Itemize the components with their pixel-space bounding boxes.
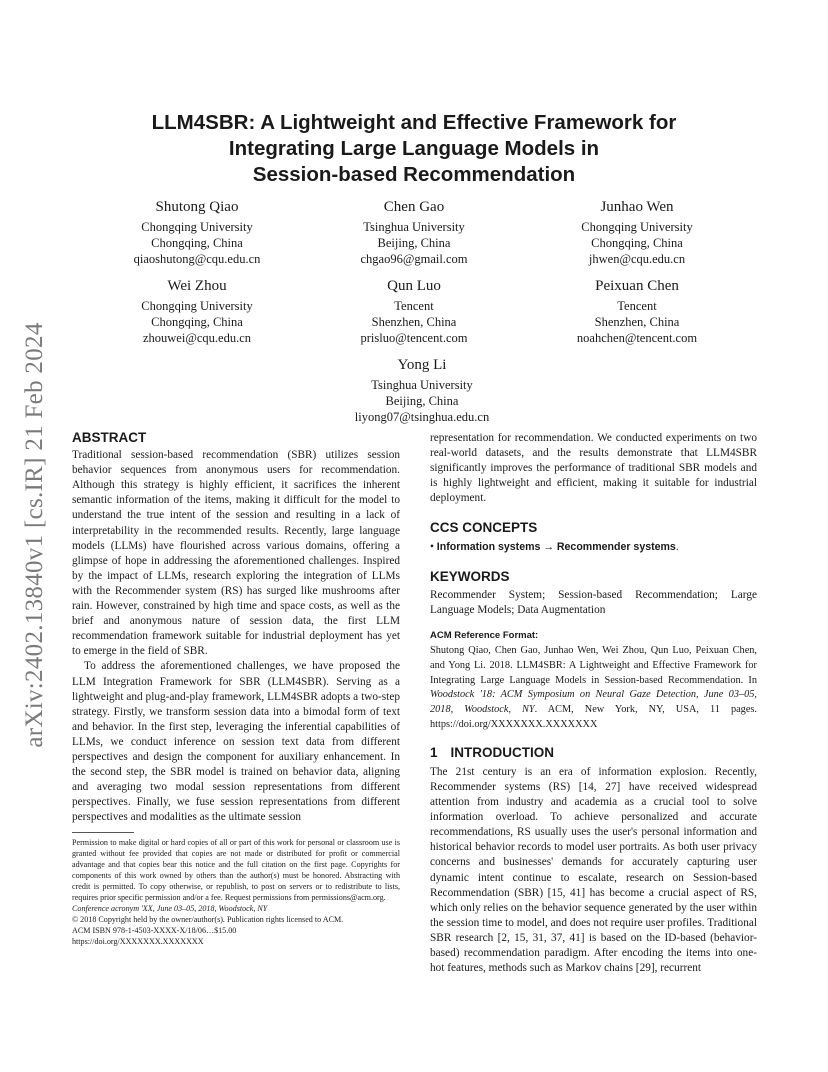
author-location: Shenzhen, China [594, 315, 680, 329]
abstract-paragraph: To address the aforementioned challenges, we have proposed the LLM Integration Framework for SBR (LLM4SBR). Serving as a lightweight and plug-and-play framework, LLM4SBR adopts a two-step strategy. Firstly, we transform session data into a bimodal form of text and behavior. In the first step, leveraging the inferential capabilities of LLMs, we conduct inference on session text data from different perspectives and design the component for auxiliary enhancement. In the second step, the SBR model is trained on behavior data, aligning and averaging two modal session representations from different perspectives. Finally, we fuse session representations from different perspectives and modalities as the ultimate session [72, 660, 400, 824]
author-affiliation: Chongqing University [581, 220, 693, 234]
author-block [507, 276, 767, 346]
author-email: liyong07@tsinghua.edu.cn [354, 410, 490, 424]
author-email: noahchen@tencent.com [576, 331, 698, 345]
left-column [72, 430, 400, 825]
author-block [507, 197, 767, 267]
author-location: Beijing, China [385, 394, 459, 408]
conference-info: Conference acronym 'XX, June 03–05, 2018, Woodstock, NY [72, 904, 268, 913]
intro-heading: 1 INTRODUCTION [430, 744, 555, 760]
author-affiliation: Chongqing University [141, 299, 253, 313]
footnote-rule [72, 832, 134, 833]
author-affiliation: Tsinghua University [363, 220, 465, 234]
title-line: Integrating Large Language Models in [228, 137, 600, 160]
author-location: Shenzhen, China [371, 315, 457, 329]
permission-block [72, 837, 400, 947]
author-email: prisluo@tencent.com [360, 331, 468, 345]
ccs-concepts: • Information systems → Recommender systems. [430, 540, 679, 553]
author-name: Wei Zhou [167, 278, 227, 294]
keywords-text: Recommender System; Session-based Recommendation; Large Language Models; Data Augmentation [430, 588, 757, 616]
acm-ref-heading: ACM Reference Format: [430, 629, 539, 641]
author-name: Junhao Wen [600, 199, 674, 215]
arxiv-identifier-text: arXiv:2402.13840v1 [cs.IR] 21 Feb 2024 [21, 322, 48, 748]
author-location: Chongqing, China [151, 315, 243, 329]
right-column [430, 431, 757, 976]
author-name: Peixuan Chen [595, 278, 679, 294]
author-location: Chongqing, China [151, 236, 243, 250]
paper-title [110, 110, 718, 188]
author-email: qiaoshutong@cqu.edu.cn [133, 252, 261, 266]
abstract-continuation: representation for recommendation. We conducted experiments on two real-world datasets, and the results demonstrate that LLM4SBR significantly improves the performance of traditional SBR models and is highly lightweight and efficient, making it suitable for industrial deployment. [430, 432, 757, 505]
author-name: Qun Luo [387, 278, 441, 294]
author-name: Yong Li [397, 357, 447, 373]
acm-reference: Shutong Qiao, Chen Gao, Junhao Wen, Wei Zhou, Qun Luo, Peixuan Chen, and Yong Li. 2018. LLM4SBR: A Lightweight and Effective Framework for Integrating Large Language Models in Session-based Recommendation. In Woodstock '18: ACM Symposium on Neural Gaze Detection, June 03–05, 2018, Woodstock, NY. ACM, New York, NY, USA, 11 pages. https://doi.org/XXXXXXX.XXXXXXX [430, 645, 757, 731]
copyright-notice: © 2018 Copyright held by the owner/author(s). Publication rights licensed to ACM. [72, 915, 344, 924]
intro-paragraph: The 21st century is an era of information explosion. Recently, Recommender systems (RS) [14, 27] have received widespread attention from industry and academia as a crucial tool to solve information overload. To achieve personalized and accurate recommendations, RS usually uses the user's personal information and historical behavior records to model user portraits. As both user privacy concerns and businesses' demands for accurately capturing user dynamic intent continue to escalate, research on Session-based Recommendation (SBR) [15, 41] has become a crucial aspect of RS, which only relies on the behavior sequence generated by the user within the session time to model, and does not require user profiles. Traditional SBR research [2, 15, 31, 37, 41] is based on the ID-based (behavior-based) recommendation paradigm. After encoding the items into one-hot features, methods such as Markov chains [29], recurrent [430, 765, 757, 975]
author-block [284, 276, 544, 346]
author-affiliation: Tencent [617, 299, 657, 313]
keywords-heading: KEYWORDS [430, 568, 510, 584]
author-affiliation: Chongqing University [141, 220, 253, 234]
author-block [284, 197, 544, 267]
author-location: Chongqing, China [591, 236, 683, 250]
author-email: jhwen@cqu.edu.cn [588, 252, 686, 266]
author-location: Beijing, China [377, 236, 451, 250]
isbn: ACM ISBN 978-1-4503-XXXX-X/18/06…$15.00 [72, 926, 237, 935]
author-name: Shutong Qiao [155, 199, 239, 215]
permission-text: Permission to make digital or hard copies of all or part of this work for personal or classroom use is granted without fee provided that copies are not made or distributed for profit or commercial advantage and that copies bear this notice and the full citation on the first page. Copyrights for components of this work owned by others than the author(s) must be honored. Abstracting with credit is permitted. To copy otherwise, or republish, to post on servers or to redistribute to lists, requires prior specific permission and/or a fee. Request permissions from permissions@acm.org. [72, 838, 400, 902]
ccs-heading: CCS CONCEPTS [430, 520, 538, 536]
doi: https://doi.org/XXXXXXX.XXXXXXX [72, 937, 204, 946]
author-name: Chen Gao [383, 199, 445, 215]
author-email: zhouwei@cqu.edu.cn [142, 331, 251, 345]
abstract-heading: ABSTRACT [72, 430, 147, 445]
author-affiliation: Tencent [394, 299, 434, 313]
author-email: chgao96@gmail.com [360, 252, 468, 266]
bullet: • [430, 540, 434, 553]
ccs-concept: Information systems → Recommender systems [436, 540, 676, 553]
title-line: Session-based Recommendation [252, 163, 576, 186]
title-line: LLM4SBR: A Lightweight and Effective Framework for [151, 111, 677, 134]
arxiv-identifier [10, 300, 60, 770]
author-block [292, 355, 552, 425]
abstract-paragraph: Traditional session-based recommendation (SBR) utilizes session behavior sequences from anonymous users for recommendation. Although this strategy is highly efficient, it sacrifices the inherent semantic information of the items, making it difficult for the model to understand the true intent of the session and resulting in a lack of interpretability in the recommended results. Recently, large language models (LLMs) have flourished across various domains, offering a glimpse of hope in addressing the aforementioned challenges. Inspired by the impact of LLMs, research exploring the integration of LLMs with the Recommender system (RS) has surged like mushrooms after rain. However, constrained by high time and space costs, as well as the brief and anonymous nature of session data, the first LLM recommendation framework suitable for industrial deployment has yet to emerge in the field of SBR. [72, 449, 400, 658]
author-affiliation: Tsinghua University [371, 378, 473, 392]
acm-ref-venue: Woodstock '18: ACM Symposium on Neural Gaze Detection, June 03–05, 2018, Woodstock, NY [430, 689, 757, 716]
